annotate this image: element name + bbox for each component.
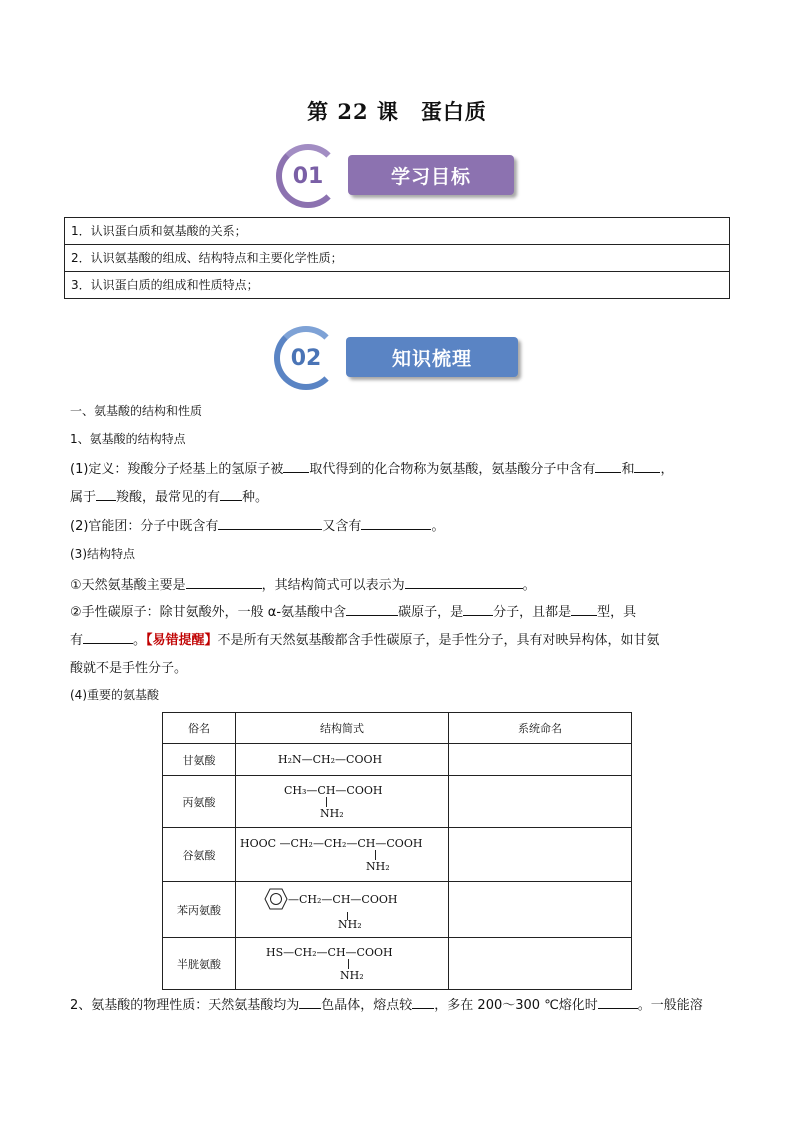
section-number: 01 (286, 154, 330, 198)
section-number-badge (276, 144, 340, 208)
goal-item: 3．认识蛋白质的组成和性质特点； (71, 278, 259, 292)
systematic-name-cell[interactable] (449, 882, 632, 938)
table-header-row (163, 713, 632, 744)
definition-line: (1)定义：羧酸分子烃基上的氢原子被 取代得到的化合物称为氨基酸，氨基酸分子中含有 和 ， (70, 462, 674, 477)
structure-formula: HOOC —CH₂—CH₂—CH—COOH NH₂ (236, 828, 449, 882)
section-number-badge (274, 326, 338, 390)
table-row (163, 882, 632, 938)
benzene-ring-icon (264, 888, 288, 910)
table-row (163, 776, 632, 828)
amino-acid-name: 半胱氨酸 (163, 938, 236, 990)
subheading: (4)重要的氨基酸 (70, 688, 159, 702)
structure-formula: HS—CH₂—CH—COOH NH₂ (236, 938, 449, 990)
heading: 一、氨基酸的结构和性质 (70, 404, 203, 418)
structure-line: 有 。【易错提醒】不是所有天然氨基酸都含手性碳原子，是手性分子，具有对映异构体，如甘氨 (70, 633, 660, 648)
section-title: 学习目标 (348, 155, 514, 195)
goals-box (64, 217, 730, 299)
goal-item: 2．认识氨基酸的组成、结构特点和主要化学性质； (65, 245, 729, 272)
col-header: 结构简式 (236, 713, 449, 744)
amino-acid-name: 甘氨酸 (163, 744, 236, 776)
structure-line: ②手性碳原子：除甘氨酸外，一般 α-氨基酸中含 碳原子，是 分子，且都是 型，具 (70, 605, 637, 620)
amino-acid-name: 苯丙氨酸 (163, 882, 236, 938)
col-header: 俗名 (163, 713, 236, 744)
error-tip-tag: 【易错提醒】 (146, 633, 218, 648)
structure-line: ①天然氨基酸主要是 ，其结构简式可以表示为 。 (70, 578, 536, 593)
table-row (163, 938, 632, 990)
section-number: 02 (284, 336, 328, 380)
table-row (163, 744, 632, 776)
systematic-name-cell[interactable] (449, 744, 632, 776)
structure-formula: H₂N—CH₂—COOH (236, 744, 449, 776)
goal-item: 1．认识蛋白质和氨基酸的关系； (65, 218, 729, 245)
subheading: 1、氨基酸的结构特点 (70, 432, 186, 446)
table-row (163, 828, 632, 882)
subheading: (3)结构特点 (70, 547, 135, 561)
systematic-name-cell[interactable] (449, 828, 632, 882)
physical-properties-line: 2、氨基酸的物理性质：天然氨基酸均为 色晶体，熔点较 ，多在 200～300 ℃熔化时 。一般能溶 (70, 998, 703, 1013)
definition-line: 属于 羧酸，最常见的有 种。 (70, 490, 269, 505)
functional-group-line: (2)官能团：分子中既含有 又含有 。 (70, 519, 445, 534)
amino-acid-name: 丙氨酸 (163, 776, 236, 828)
structure-formula: —CH₂—CH—COOH NH₂ (236, 882, 449, 938)
page-title: 第 22 课 蛋白质 (307, 99, 487, 124)
systematic-name-cell[interactable] (449, 776, 632, 828)
structure-formula: CH₃—CH—COOH NH₂ (236, 776, 449, 828)
col-header: 系统命名 (449, 713, 632, 744)
systematic-name-cell[interactable] (449, 938, 632, 990)
amino-acid-table (162, 712, 632, 990)
section-title: 知识梳理 (346, 337, 518, 377)
structure-line: 酸就不是手性分子。 (70, 661, 188, 676)
amino-acid-name: 谷氨酸 (163, 828, 236, 882)
